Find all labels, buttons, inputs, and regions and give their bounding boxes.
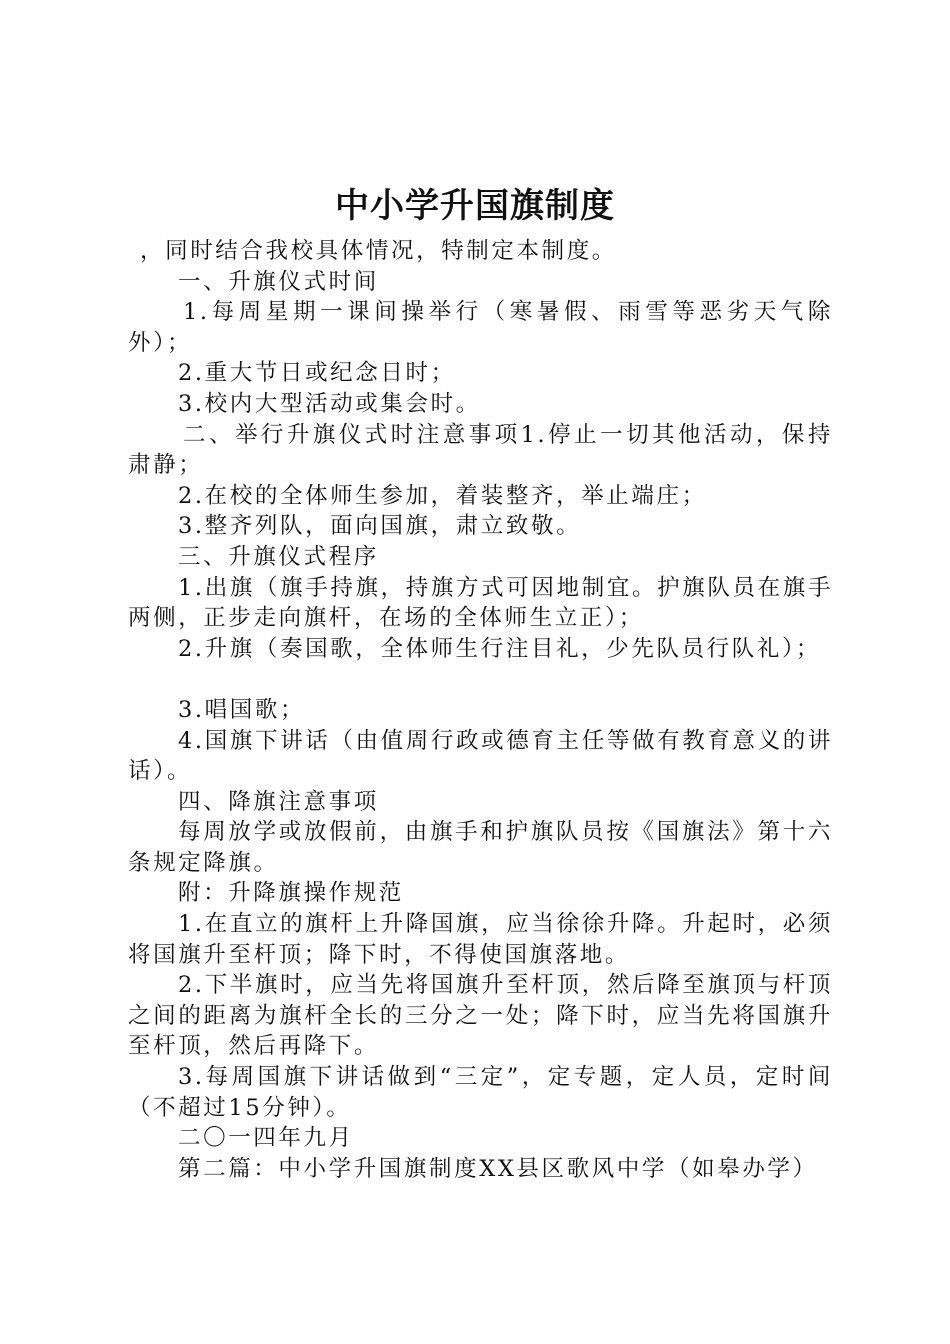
paragraph: ，同时结合我校具体情况，特制定本制度。 xyxy=(140,238,617,264)
paragraph: 第二篇：中小学升国旗制度XX县区歌风中学（如皋办学） xyxy=(178,1155,818,1182)
document-title: 中小学升国旗制度 xyxy=(335,186,615,226)
paragraph: 3.唱国歌； xyxy=(178,696,306,723)
date-line: 二〇一四年九月 xyxy=(178,1125,354,1152)
paragraph: 4.国旗下讲话（由值周行政或德育主任等做有教育意义的讲话）。 xyxy=(128,727,833,785)
section-heading: 二、举行升旗仪式时注意事项1.停止一切其他活动，保持肃静； xyxy=(128,421,833,479)
paragraph: 3.每周国旗下讲话做到“三定”，定专题，定人员，定时间（不超过15分钟）。 xyxy=(128,1064,833,1121)
paragraph: 1.出旗（旗手持旗，持旗方式可因地制宜。护旗队员在旗手两侧，正步走向旗杆，在场的全体师生立正）； xyxy=(128,574,833,632)
document-body xyxy=(128,236,833,1184)
paragraph: 3.整齐列队，面向国旗，肃立致敬。 xyxy=(178,513,582,540)
section-heading: 四、降旗注意事项 xyxy=(178,788,379,815)
blank-line xyxy=(128,664,833,695)
section-heading: 三、升旗仪式程序 xyxy=(178,543,379,570)
paragraph: 1.每周星期一课间操举行（寒暑假、雨雪等恶劣天气除外）； xyxy=(128,299,833,356)
paragraph: 1.在直立的旗杆上升降国旗，应当徐徐升降。升起时，必须将国旗升至杆顶；降下时，不得使国旗落地。 xyxy=(128,911,833,968)
paragraph: 2.下半旗时，应当先将国旗升至杆顶，然后降至旗顶与杆顶之间的距离为旗杆全长的三分之一处；降下时，应当先将国旗升至杆顶，然后再降下。 xyxy=(128,972,833,1060)
paragraph: 2.在校的全体师生参加，着装整齐，举止端庄； xyxy=(178,482,707,509)
section-heading: 附：升降旗操作规范 xyxy=(178,880,404,907)
paragraph: 2.升旗（奏国歌，全体师生行注目礼，少先队员行队礼）； xyxy=(178,635,821,662)
section-heading: 一、升旗仪式时间 xyxy=(178,268,379,295)
paragraph: 每周放学或放假前，由旗手和护旗队员按《国旗法》第十六条规定降旗。 xyxy=(128,819,833,876)
paragraph: 2.重大节日或纪念日时； xyxy=(178,360,456,387)
paragraph: 3.校内大型活动或集会时。 xyxy=(178,390,481,417)
